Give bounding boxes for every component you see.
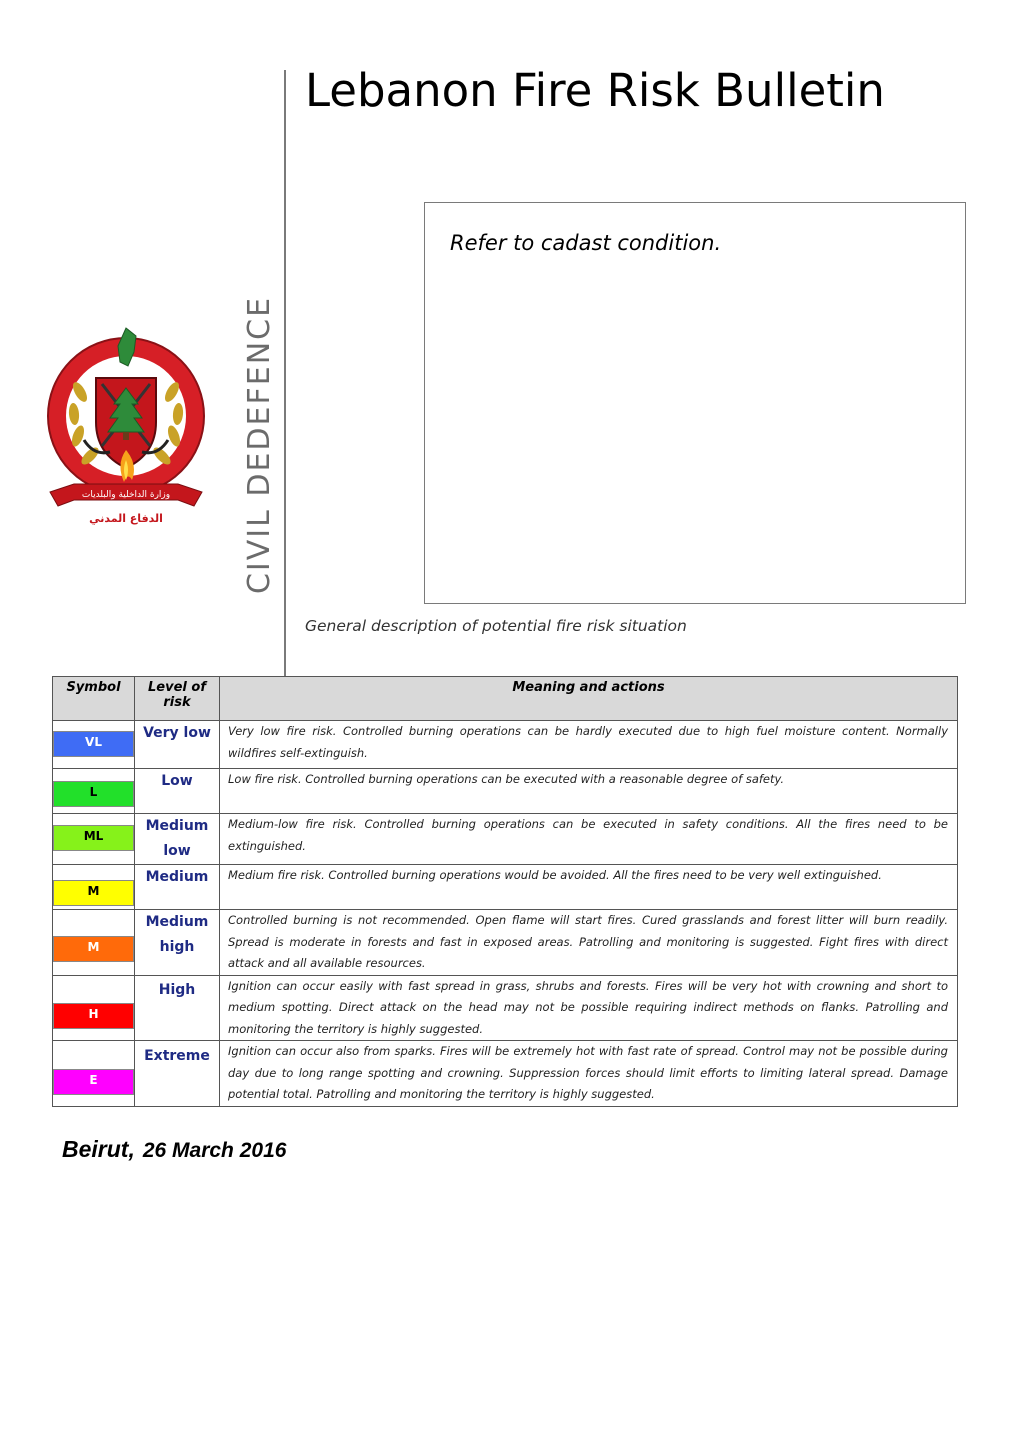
bulletin-city: Beirut, (62, 1136, 135, 1162)
symbol-cell (53, 975, 135, 1041)
header-symbol: Symbol (53, 677, 135, 721)
civil-defence-emblem (44, 322, 216, 542)
symbol-cell (53, 865, 135, 910)
header-meaning: Meaning and actions (220, 677, 958, 721)
risk-badge-mh: M (53, 936, 134, 962)
table-row (53, 814, 958, 865)
risk-meaning: Ignition can occur also from sparks. Fires will be extremely hot with fast rate of spread. Control may not be possible during day due to long range spotting and crowning. Suppression forces should limit efforts to limiting lateral spread. Damage potential total. Patrolling and monitoring the territory is highly suggested. (220, 1041, 958, 1107)
risk-description-caption: General description of potential fire risk situation (305, 617, 687, 635)
table-row (53, 865, 958, 910)
table-row (53, 975, 958, 1041)
bulletin-dateline (62, 1136, 286, 1163)
page-title: Lebanon Fire Risk Bulletin (305, 64, 885, 117)
risk-meaning: Low fire risk. Controlled burning operations can be executed with a reasonable degree of safety. (220, 769, 958, 814)
risk-level: Medium high (135, 910, 220, 976)
symbol-cell (53, 814, 135, 865)
table-row (53, 721, 958, 769)
risk-level: High (135, 975, 220, 1041)
emblem-arabic-bottom: الدفاع المدني (89, 512, 163, 525)
risk-level: Very low (135, 721, 220, 769)
cadast-notice-text: Refer to cadast condition. (450, 231, 722, 255)
risk-badge-h: H (53, 1003, 134, 1029)
risk-level: Extreme (135, 1041, 220, 1107)
risk-badge-l: L (53, 781, 134, 807)
bulletin-date: 26 March 2016 (142, 1139, 287, 1162)
risk-meaning: Very low fire risk. Controlled burning operations can be hardly executed due to high fuel moisture content. Normally wildfires self-extinguish. (220, 721, 958, 769)
header-level: Level of risk (135, 677, 220, 721)
table-row (53, 1041, 958, 1107)
symbol-cell (53, 721, 135, 769)
vertical-divider (284, 70, 286, 698)
emblem-arabic-top: وزارة الداخلية والبلديات (81, 490, 171, 500)
risk-meaning: Ignition can occur easily with fast spread in grass, shrubs and forests. Fires will be very hot with crowning and short to medium spotting. Direct attack on the head may not be possible requiring indirect methods on flanks. Patrolling and monitoring the territory is highly suggested. (220, 975, 958, 1041)
symbol-cell (53, 1041, 135, 1107)
risk-badge-ml: ML (53, 825, 134, 851)
table-header-row (53, 677, 958, 721)
civil-defence-label: CIVIL DEDEFENCE (242, 295, 277, 595)
risk-badge-m: M (53, 880, 134, 906)
risk-meaning: Controlled burning is not recommended. Open flame will start fires. Cured grasslands and forest litter will burn readily. Spread is moderate in forests and fast in exposed areas. Patrolling and monitoring is suggested. Fight fires with direct attack and all available resources. (220, 910, 958, 976)
risk-level: Medium (135, 865, 220, 910)
symbol-cell (53, 910, 135, 976)
symbol-cell (53, 769, 135, 814)
risk-badge-e: E (53, 1069, 134, 1095)
risk-meaning: Medium fire risk. Controlled burning operations would be avoided. All the fires need to be very well extinguished. (220, 865, 958, 910)
fire-risk-table (52, 676, 958, 1107)
table-row (53, 910, 958, 976)
risk-level: Low (135, 769, 220, 814)
risk-badge-vl: VL (53, 731, 134, 757)
risk-level: Medium low (135, 814, 220, 865)
table-row (53, 769, 958, 814)
cadast-notice-box (424, 202, 966, 604)
risk-meaning: Medium-low fire risk. Controlled burning operations can be executed in safety conditions. All the fires need to be extinguished. (220, 814, 958, 865)
